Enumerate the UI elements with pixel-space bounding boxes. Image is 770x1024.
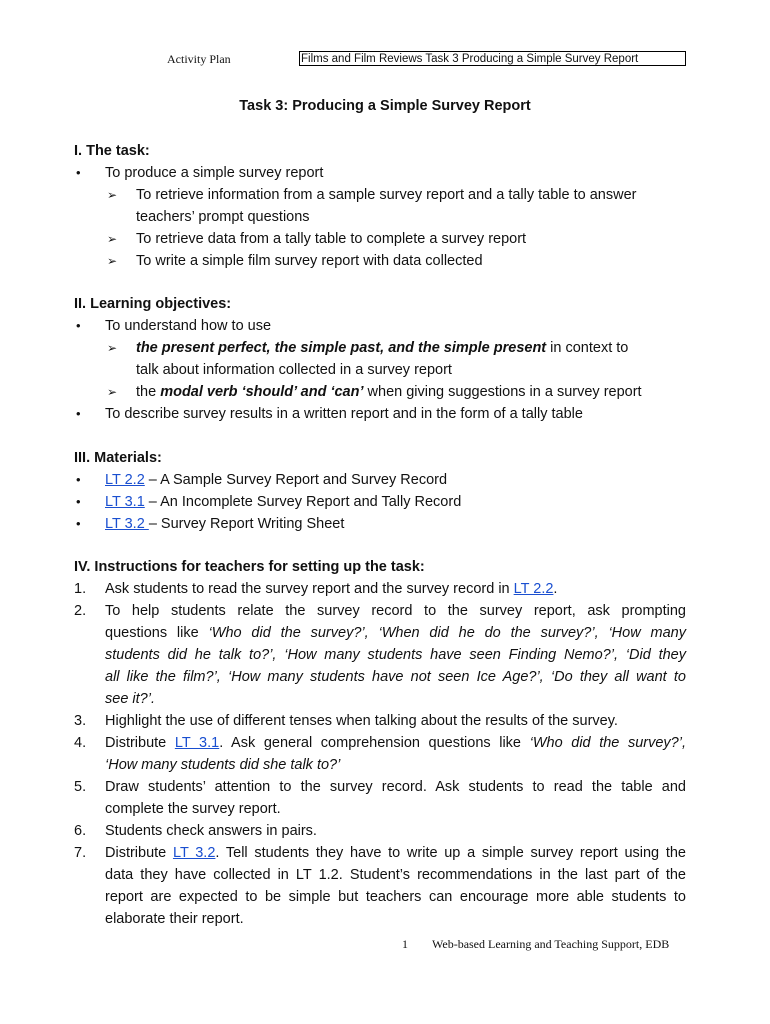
instruction-4-line-2: ‘How many students did she talk to?’ (105, 757, 341, 773)
bullet-icon: • (76, 406, 81, 421)
instruction-2-line-2 (105, 625, 686, 641)
objectives-bullet-2: To describe survey results in a written report and in the form of a tally table (105, 406, 583, 422)
section-heading-instructions: IV. Instructions for teachers for setting up the task: (74, 559, 425, 575)
instruction-7-line-2: data they have collected in LT 1.2. Student’s recommendations in the last part of the (105, 867, 686, 883)
footer-source: Web-based Learning and Teaching Support, EDB (432, 937, 670, 951)
list-number: 3. (74, 713, 87, 729)
objectives-sub-2-emphasis: modal verb ‘should’ and ‘can’ (160, 384, 364, 400)
instruction-7-rest: . Tell students they have to write up a simple survey report using the (215, 845, 686, 861)
instruction-2-question: ‘Who did the survey?’, ‘When did he do the survey?’, ‘How many (208, 625, 686, 641)
list-number: 5. (74, 779, 87, 795)
bullet-icon: • (76, 516, 81, 531)
bullet-icon: • (76, 472, 81, 487)
instruction-2-line-3: students did he talk to?’, ‘How many students have seen Finding Nemo?’, ‘Did they (105, 647, 686, 663)
instruction-5-line-1: Draw students’ attention to the survey record. Ask students to read the table and (105, 779, 686, 795)
instruction-2-lead: questions like (105, 625, 209, 641)
header-activity-plan: Activity Plan (167, 52, 231, 66)
instruction-7-line-1 (105, 845, 686, 861)
material-item (105, 494, 461, 510)
instruction-3: Highlight the use of different tenses when talking about the results of the survey. (105, 713, 618, 729)
instruction-1 (105, 581, 557, 597)
arrow-bullet-icon: ➢ (107, 232, 118, 246)
instruction-7-link-lt32[interactable]: LT 3.2 (172, 845, 216, 861)
section-heading-materials: III. Materials: (74, 450, 162, 466)
section-heading-task: I. The task: (74, 143, 150, 159)
task-bullet: To produce a simple survey report (105, 165, 324, 181)
instruction-1-end: . (553, 581, 558, 597)
instruction-5-line-2: complete the survey report. (105, 801, 281, 817)
page-number: 1 (402, 937, 408, 951)
arrow-bullet-icon: ➢ (107, 341, 118, 355)
instruction-4-mid: . Ask general comprehension questions like (219, 735, 530, 751)
objectives-sub-1a (136, 340, 628, 356)
instruction-4-link-lt31[interactable]: LT 3.1 (174, 735, 220, 751)
arrow-bullet-icon: ➢ (107, 385, 118, 399)
instruction-2-line-5: see it?’. (105, 691, 155, 707)
objectives-sub-2-pre: the (136, 384, 161, 400)
bullet-icon: • (76, 165, 81, 180)
material-item (105, 516, 344, 532)
task-sub-2: To retrieve data from a tally table to complete a survey report (136, 231, 527, 247)
list-number: 7. (74, 845, 87, 861)
instruction-7-line-4: elaborate their report. (105, 911, 244, 927)
bullet-icon: • (76, 494, 81, 509)
list-number: 1. (74, 581, 87, 597)
material-text: – Survey Report Writing Sheet (148, 516, 345, 532)
task-sub-3: To write a simple film survey report with data collected (136, 253, 483, 269)
objectives-sub-1-rest: in context to (546, 340, 629, 356)
objectives-sub-2 (136, 384, 642, 400)
material-link-lt22[interactable]: LT 2.2 (105, 472, 145, 488)
instruction-2-line-4: all like the film?’, ‘How many students have not seen Ice Age?’, ‘Do they all want to (105, 669, 686, 685)
material-link-lt31[interactable]: LT 3.1 (105, 494, 145, 510)
instruction-4-question: ‘Who did the survey?’, (529, 735, 686, 751)
objectives-sub-2-rest: when giving suggestions in a survey report (363, 384, 642, 400)
section-heading-objectives: II. Learning objectives: (74, 296, 232, 312)
instruction-1-link-lt22[interactable]: LT 2.2 (513, 581, 554, 597)
task-sub-1a: To retrieve information from a sample survey report and a tally table to answer (136, 187, 637, 203)
list-number: 6. (74, 823, 87, 839)
material-link-lt32[interactable]: LT 3.2 (105, 516, 149, 532)
task-sub-1b: teachers’ prompt questions (136, 209, 310, 225)
page-title: Task 3: Producing a Simple Survey Report (239, 98, 531, 114)
objectives-bullet-1: To understand how to use (105, 318, 272, 334)
material-item (105, 472, 447, 488)
list-number: 4. (74, 735, 87, 751)
instruction-4-lead: Distribute (105, 735, 175, 751)
instruction-7-lead: Distribute (105, 845, 173, 861)
header-document-title: Films and Film Reviews Task 3 Producing a Simple Survey Report (299, 51, 686, 66)
list-number: 2. (74, 603, 87, 619)
arrow-bullet-icon: ➢ (107, 254, 118, 268)
material-text: – An Incomplete Survey Report and Tally Record (144, 494, 462, 510)
instruction-6: Students check answers in pairs. (105, 823, 317, 839)
bullet-icon: • (76, 318, 81, 333)
objectives-sub-1-emphasis: the present perfect, the simple past, and the simple present (136, 340, 547, 356)
instruction-2-line-1: To help students relate the survey record to the survey report, ask prompting (105, 603, 686, 619)
instruction-4-line-1 (105, 735, 686, 751)
instruction-1-text: Ask students to read the survey report and the survey record in (105, 581, 514, 597)
instruction-7-line-3: report are expected to be simple but teachers can encourage more able students to (105, 889, 686, 905)
material-text: – A Sample Survey Report and Survey Record (144, 472, 448, 488)
objectives-sub-1b: talk about information collected in a survey report (136, 362, 452, 378)
arrow-bullet-icon: ➢ (107, 188, 118, 202)
